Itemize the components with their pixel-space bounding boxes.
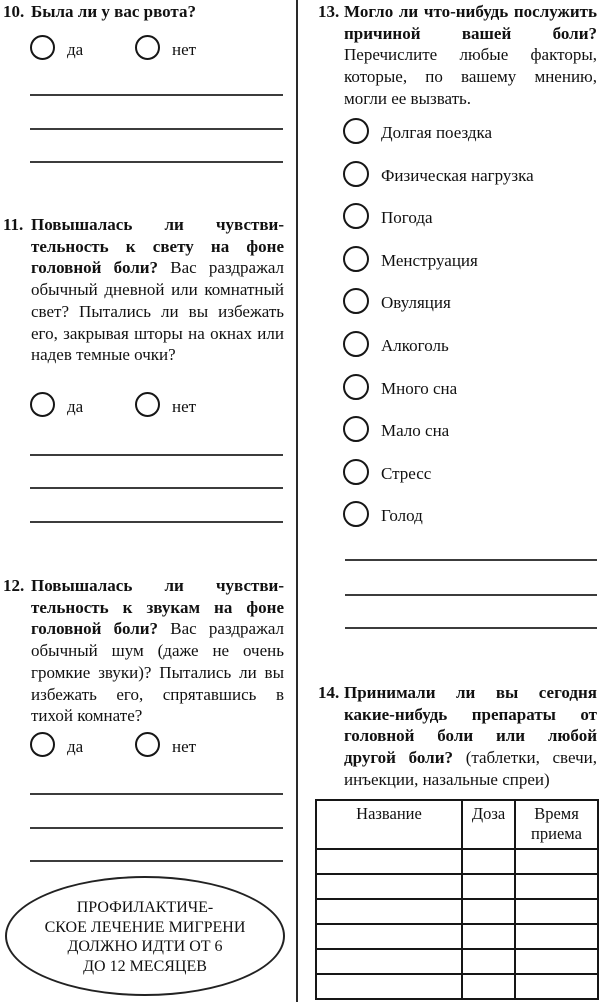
- answer-line[interactable]: [345, 627, 597, 629]
- question-14-number: 14.: [318, 683, 340, 702]
- medication-table-cell[interactable]: [316, 949, 462, 974]
- option-label: Физическая нагрузка: [381, 166, 534, 185]
- question-14: [318, 682, 597, 791]
- question-12: [3, 575, 284, 727]
- medication-table-cell[interactable]: [316, 874, 462, 899]
- option-label: Погода: [381, 208, 433, 227]
- question-13: [318, 1, 597, 110]
- option-circle[interactable]: [343, 246, 369, 272]
- answer-line[interactable]: [30, 521, 283, 523]
- radio-no-label: нет: [172, 737, 197, 756]
- prophylaxis-note-line: ДО 12 МЕСЯЦЕВ: [83, 957, 207, 975]
- question-12-normal-text: Вас раздражал обычный шум (даже не очень громкие звуки)? Пытались ли вы избежать его, спрятавшись в тихой комнате?: [31, 619, 284, 726]
- medication-table-row: [316, 949, 598, 974]
- medication-table-cell[interactable]: [462, 874, 515, 899]
- medication-table-cell[interactable]: [462, 949, 515, 974]
- option-label: Алкоголь: [381, 336, 449, 355]
- answer-line[interactable]: [30, 161, 283, 163]
- radio-group-q11: [30, 392, 250, 418]
- medication-table-header-name: Название: [316, 800, 462, 849]
- medication-table-row: [316, 849, 598, 874]
- option-circle[interactable]: [343, 331, 369, 357]
- question-12-bold-text: Повышалась ли чувствительность к звукам на фоне головной боли?: [31, 576, 284, 639]
- option-circle[interactable]: [343, 416, 369, 442]
- medication-table-header-row: [316, 800, 598, 849]
- medication-table-cell[interactable]: [462, 899, 515, 924]
- medication-table-cell[interactable]: [462, 924, 515, 949]
- radio-yes-label: да: [67, 737, 84, 756]
- medication-table-cell[interactable]: [316, 924, 462, 949]
- option-label: Менструация: [381, 251, 478, 270]
- prophylaxis-note-line: ПРОФИЛАКТИЧЕ-: [76, 899, 214, 916]
- medication-table-cell[interactable]: [515, 849, 598, 874]
- radio-group-q12: [30, 732, 250, 758]
- medication-table-header-time: Время приема: [515, 800, 598, 849]
- medication-table-cell[interactable]: [515, 899, 598, 924]
- option-circle[interactable]: [343, 374, 369, 400]
- medication-table-header-dose: Доза: [462, 800, 515, 849]
- answer-line[interactable]: [30, 793, 283, 795]
- radio-no-q12[interactable]: [135, 732, 160, 757]
- radio-group-q10: [30, 35, 250, 61]
- prophylaxis-note-text: [7, 878, 283, 976]
- option-label: Стресс: [381, 464, 432, 483]
- medication-table-body: [316, 849, 598, 999]
- question-12-number: 12.: [3, 576, 25, 595]
- question-14-bold-text: Принимали ли вы сегодня какие-нибудь препараты от головной боли или любой другой боли?: [344, 683, 597, 768]
- question-13-number: 13.: [318, 2, 340, 21]
- answer-line[interactable]: [30, 487, 283, 489]
- option-label: Много сна: [381, 379, 458, 398]
- question-10-text: Была ли у вас рвота?: [31, 2, 196, 21]
- medication-table-cell[interactable]: [316, 899, 462, 924]
- option-circle[interactable]: [343, 501, 369, 527]
- radio-no-label: нет: [172, 397, 197, 416]
- medication-table-cell[interactable]: [316, 849, 462, 874]
- option-circle[interactable]: [343, 459, 369, 485]
- medication-table-cell[interactable]: [515, 949, 598, 974]
- question-10: [3, 1, 284, 23]
- question-11-normal-text: Вас раздражал обычный дневной или комнатный свет? Пытались ли вы избежать его, закрывая шторы на окнах или надев темные очки?: [31, 258, 284, 365]
- prophylaxis-note-line: СКОЕ ЛЕЧЕНИЕ МИГРЕНИ: [44, 918, 246, 936]
- question-11-number: 11.: [3, 215, 24, 234]
- question-10-number: 10.: [3, 2, 25, 21]
- medication-table-row: [316, 974, 598, 999]
- question-13-normal-text: Перечислите любые факторы, которые, по вашему мнению, могли ее вызвать.: [344, 45, 597, 108]
- column-divider: [296, 0, 298, 1002]
- option-label: Овуляция: [381, 293, 451, 312]
- question-14-normal-text: (таблетки, свечи, инъекции, назальные спреи): [344, 748, 597, 789]
- radio-yes-q11[interactable]: [30, 392, 55, 417]
- answer-line[interactable]: [345, 559, 597, 561]
- radio-yes-label: да: [67, 397, 84, 416]
- question-11-bold-text: Повышалась ли чувствительность к свету на фоне головной боли?: [31, 215, 284, 278]
- medication-table-cell[interactable]: [515, 924, 598, 949]
- prophylaxis-note-oval: [5, 876, 285, 996]
- option-label: Долгая поездка: [381, 123, 493, 142]
- radio-no-q11[interactable]: [135, 392, 160, 417]
- option-label: Голод: [381, 506, 423, 525]
- medication-table-cell[interactable]: [462, 974, 515, 999]
- answer-line[interactable]: [30, 128, 283, 130]
- answer-line[interactable]: [30, 454, 283, 456]
- medication-table-row: [316, 899, 598, 924]
- medication-table-row: [316, 874, 598, 899]
- option-circle[interactable]: [343, 288, 369, 314]
- radio-no-label: нет: [172, 40, 197, 59]
- answer-line[interactable]: [30, 827, 283, 829]
- question-13-bold-text: Могло ли что-нибудь послужить причиной вашей боли?: [344, 2, 597, 43]
- answer-line[interactable]: [30, 94, 283, 96]
- medication-table-cell[interactable]: [515, 874, 598, 899]
- medication-table-cell[interactable]: [462, 849, 515, 874]
- medication-table-cell[interactable]: [515, 974, 598, 999]
- radio-yes-label: да: [67, 40, 84, 59]
- prophylaxis-note-line: ДОЛЖНО ИДТИ ОТ 6: [67, 938, 223, 955]
- radio-yes-q12[interactable]: [30, 732, 55, 757]
- option-circle[interactable]: [343, 203, 369, 229]
- radio-yes-q10[interactable]: [30, 35, 55, 60]
- medication-table-cell[interactable]: [316, 974, 462, 999]
- option-label: Мало сна: [381, 421, 450, 440]
- question-11: [3, 214, 284, 366]
- option-circle[interactable]: [343, 118, 369, 144]
- radio-no-q10[interactable]: [135, 35, 160, 60]
- medication-table-row: [316, 924, 598, 949]
- answer-line[interactable]: [345, 594, 597, 596]
- medication-table: [315, 799, 599, 1000]
- answer-line[interactable]: [30, 860, 283, 862]
- option-circle[interactable]: [343, 161, 369, 187]
